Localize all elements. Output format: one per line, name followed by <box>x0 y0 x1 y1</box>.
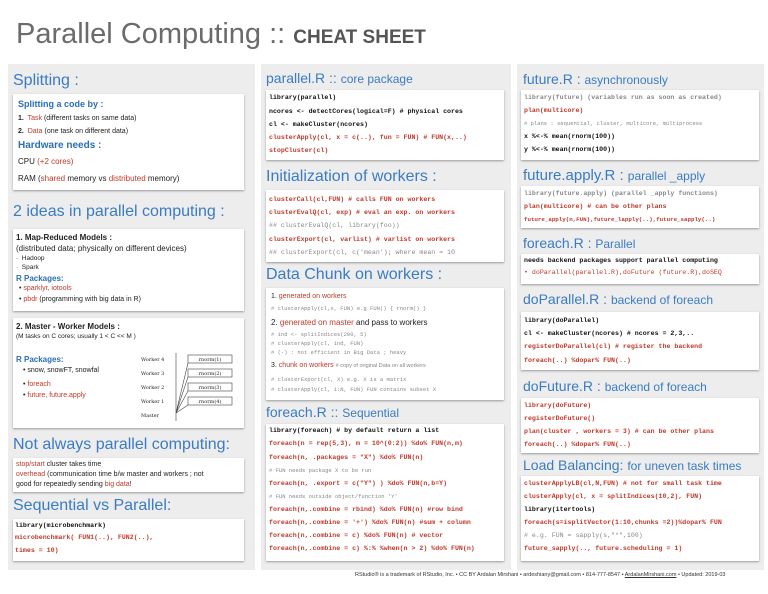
seq-code-1: library(microbenchmark) <box>15 522 107 529</box>
mr-rpkg-label: R Packages: <box>16 274 64 283</box>
future-code-5: y %<-% mean(rnorm(100)) <box>524 146 616 153</box>
split-item-data: 2. Data (one task on different data) <box>18 128 129 135</box>
dofuture-box <box>521 398 759 453</box>
mw-rpkg-label: R Packages: <box>16 355 64 364</box>
mw-item-future: • future, future.apply <box>23 392 86 399</box>
foreach-code-7: foreach(n,.combine = rbind) %do% FUN(n) #row bind <box>269 506 463 513</box>
diagram-worker-3: Worker 3 <box>141 371 165 377</box>
mr-pkg-2: • pbdr (programming with big data in R) <box>19 296 141 303</box>
map-reduce-sub: (distributed data; physically on different devices) <box>16 244 187 253</box>
foreach-code-5: foreach(n, .export = c("Y") ) %do% FUN(n,b=Y) <box>269 480 448 487</box>
master-worker-diagram <box>138 351 242 425</box>
parallel-code-4: clusterApply(cl, x = c(..), fun = FUN) # FUN(x,..) <box>269 134 467 141</box>
foreach-par-line-2: • doParallel(parallel.R),doFuture (future.R),doSEQ <box>524 269 722 276</box>
chunk-step-3: 3. chunk on workers # copy of original Data on all workers <box>271 362 426 369</box>
doparallel-code-3: registerDoParallel(cl) # register the backend <box>524 343 703 350</box>
lb-code-1: clusterApplyLB(cl,N,FUN) # not for small task time <box>524 480 722 487</box>
footer-updated: • Updated: 2019-03 <box>677 572 726 578</box>
load-balancing-box <box>521 476 759 561</box>
future-code-4: x %<-% mean(rnorm(100)) <box>524 133 616 140</box>
seq-vs-par-heading: Sequential vs Parallel: <box>13 497 172 514</box>
master-worker-box <box>13 318 244 428</box>
chunk-step-3-code-2: # clusterApply(cl, 1:N, FUN) FUN contains subset X <box>271 386 437 393</box>
not-always-line-2: overhead (communication time b/w master and workers ; not <box>16 471 204 478</box>
lb-code-2: clusterApply(cl, x = splitIndices(10,2), FUN) <box>524 493 703 500</box>
footer-text: RStudio® is a trademark of RStudio, Inc. • CC BY Ardalan Mirshani • ardeshiany@gmail.com • 814-777-8547 • <box>355 572 624 578</box>
doparallel-box <box>521 312 759 370</box>
ram-line: RAM (shared memory vs distributed memory) <box>18 174 180 183</box>
lb-code-4: foreach(s=isplitVector(1:10,chunks =2))%dopar% FUN <box>524 519 722 526</box>
foreach-par-line-1: needs backend packages support parallel computing <box>524 257 718 264</box>
doparallel-code-4: foreach(..) %dopar% FUN(..) <box>524 357 631 364</box>
foreach-code-10: foreach(n,.combine = c) %:% %when(n > 2) %do% FUN(n) <box>269 545 475 552</box>
split-item-task: 1. Task (different tasks on same data) <box>18 115 137 122</box>
not-always-heading: Not always parallel computing: <box>13 436 230 453</box>
not-always-box <box>13 458 244 492</box>
hardware-heading: Hardware needs : <box>18 140 102 151</box>
parallel-code-2: ncores <- detectCores(logical=F) # physical cores <box>269 108 463 115</box>
dofuture-code-3: plan(cluster , workers = 3) # can be other plans <box>524 428 714 435</box>
seq-vs-par-box <box>13 519 244 561</box>
foreach-code-3: foreach(n, .packages = "X") %do% FUN(n) <box>269 454 424 461</box>
footer <box>355 572 725 578</box>
parallel-code-5: stopCluster(cl) <box>269 147 329 154</box>
lb-code-5: # e.g. FUN = sapply(s,"*",100) <box>524 532 643 539</box>
foreach-code-1: library(foreach) # by default return a list <box>269 427 440 434</box>
data-chunk-heading: Data Chunk on workers : <box>266 266 443 283</box>
future-apply-box <box>521 186 759 228</box>
future-code-2: plan(multicore) <box>524 107 584 114</box>
doparallel-code-2: cl <- makeCluster(ncores) # ncores = 2,3,.. <box>524 330 695 337</box>
diagram-call-2: rnorm(2) <box>198 371 222 377</box>
foreach-par-heading: foreach.R : Parallel <box>523 235 636 251</box>
chunk-step-2-code-2: # clusterApply(cl, ind, FUN) <box>271 340 364 347</box>
init-code-3: ## clusterEvalQ(cl, library(foo)) <box>269 222 400 229</box>
parallel-r-heading: parallel.R :: core package <box>266 70 413 86</box>
doparallel-code-1: library(doParallel) <box>524 317 600 324</box>
diagram-call-4: rnorm(4) <box>198 399 222 405</box>
mr-item-spark: · Spark <box>16 264 39 271</box>
map-reduce-box <box>13 229 244 311</box>
seq-code-2: microbenchmark( FUN1(..), FUN2(..), <box>15 534 154 541</box>
splitting-subheading: Splitting a code by : <box>18 99 104 109</box>
mw-item-foreach: • foreach <box>23 381 51 388</box>
dofuture-code-1: library(doFuture) <box>524 402 592 409</box>
mw-item-snow: • snow, snowFT, snowfal <box>23 367 99 374</box>
foreach-code-6: # FUN needs outside object/function 'Y' <box>269 493 398 500</box>
diagram-worker-4: Worker 4 <box>141 357 165 363</box>
data-chunk-box <box>266 288 504 400</box>
parallel-r-box <box>266 90 504 160</box>
foreach-code-2: foreach(n = rep(5,3), m = 10^(0:2)) %do% FUN(n,m) <box>269 440 463 447</box>
parallel-code-1: library(parallel) <box>269 94 337 101</box>
diagram-call-3: rnorm(3) <box>198 385 222 391</box>
page-title <box>16 18 426 51</box>
chunk-step-2: 2. generated on master and pass to workers <box>271 318 428 327</box>
foreach-code-9: foreach(n,.combine = c) %do% FUN(n) # vector <box>269 532 444 539</box>
init-code-2: clusterEvalQ(cl, exp) # eval an exp. on workers <box>269 209 455 216</box>
foreach-par-box <box>521 254 759 284</box>
init-code-1: clusterCall(cl,FUN) # calls FUN on workers <box>269 196 436 203</box>
future-r-box <box>521 90 759 160</box>
master-worker-title: 2. Master - Worker Models : <box>16 322 120 331</box>
dofuture-code-2: registerDoFuture() <box>524 415 596 422</box>
diagram-master: Master <box>141 413 160 419</box>
future-code-3: # plans : sequential, cluster, multicore, multiprocess <box>524 120 703 127</box>
splitting-box <box>13 94 244 190</box>
chunk-step-1-code: # clusterApply(cl,x, FUN) e.g FUN() { rnorm() } <box>271 305 427 312</box>
diagram-worker-2: Worker 2 <box>141 385 165 391</box>
master-worker-sub: (M tasks on C cores; usually 1 < C << M ) <box>16 333 136 340</box>
diagram-call-1: rnorm(1) <box>198 357 222 363</box>
future-apply-code-2: plan(multicore) # can be other plans <box>524 203 667 210</box>
map-reduce-title: 1. Map-Reduced Models : <box>16 233 113 242</box>
splitting-heading: Splitting : <box>13 72 79 89</box>
dofuture-code-4: foreach(..) %dopar% FUN(..) <box>524 441 631 448</box>
parallel-code-3: cl <- makeCluster(ncores) <box>269 121 368 128</box>
chunk-step-2-code-3: # (-) : not efficient in Big Data ; heavy <box>271 349 407 356</box>
foreach-code-8: foreach(n,.combine = '+') %do% FUN(n) #sum + column <box>269 519 471 526</box>
title-sub: CHEAT SHEET <box>293 27 426 48</box>
init-code-4: clusterExport(cl, varlist) # varlist on workers <box>269 236 455 243</box>
future-apply-code-3: future_apply(n,FUN),future_lapply(..),future_sapply(..) <box>524 216 716 223</box>
footer-link[interactable]: ArdalanMirshani.com <box>624 572 677 578</box>
lb-code-3: library(itertools) <box>524 506 596 513</box>
seq-code-3: times = 10) <box>15 547 59 554</box>
init-workers-box <box>266 190 504 262</box>
foreach-seq-heading: foreach.R :: Sequential <box>266 404 399 420</box>
future-apply-code-1: library(future.apply) (parallel _apply functions) <box>524 190 718 197</box>
not-always-line-1: stop/start cluster takes time <box>16 461 102 468</box>
future-code-1: library(future) (variables run as soon as created) <box>524 94 722 101</box>
foreach-seq-box <box>266 424 504 561</box>
diagram-worker-1: Worker 1 <box>141 399 165 405</box>
chunk-step-2-code-1: # ind <- splitIndices(200, 5) <box>271 331 367 338</box>
mr-item-hadoop: · Hadoop <box>16 255 45 262</box>
title-main: Parallel Computing :: <box>16 18 286 50</box>
doparallel-heading: doParallel.R : backend of foreach <box>523 291 714 307</box>
two-ideas-heading: 2 ideas in parallel computing : <box>13 203 225 220</box>
cpu-line: CPU (+2 cores) <box>18 157 74 166</box>
init-workers-heading: Initialization of workers : <box>266 168 437 185</box>
not-always-line-3: good for repeatedly sending big data! <box>16 481 132 488</box>
foreach-code-4: # FUN needs package X to be run <box>269 467 372 474</box>
chunk-step-3-code-1: # clusterExport(cl, X) e.g. X is a matrix <box>271 376 407 383</box>
init-code-5: ## clusterExport(cl, c('mean'); where mean = 10 <box>269 249 455 256</box>
chunk-step-1: 1. generated on workers <box>271 293 347 300</box>
lb-code-6: future_sapply(.., future.scheduling = 1) <box>524 545 683 552</box>
load-balancing-heading: Load Balancing: for uneven task times <box>523 457 742 473</box>
dofuture-heading: doFuture.R : backend of foreach <box>523 378 707 394</box>
mr-pkg-1: • sparklyr, iotools <box>19 285 72 292</box>
future-r-heading: future.R : asynchronously <box>523 71 668 87</box>
future-apply-heading: future.apply.R : parallel _apply <box>523 167 706 184</box>
